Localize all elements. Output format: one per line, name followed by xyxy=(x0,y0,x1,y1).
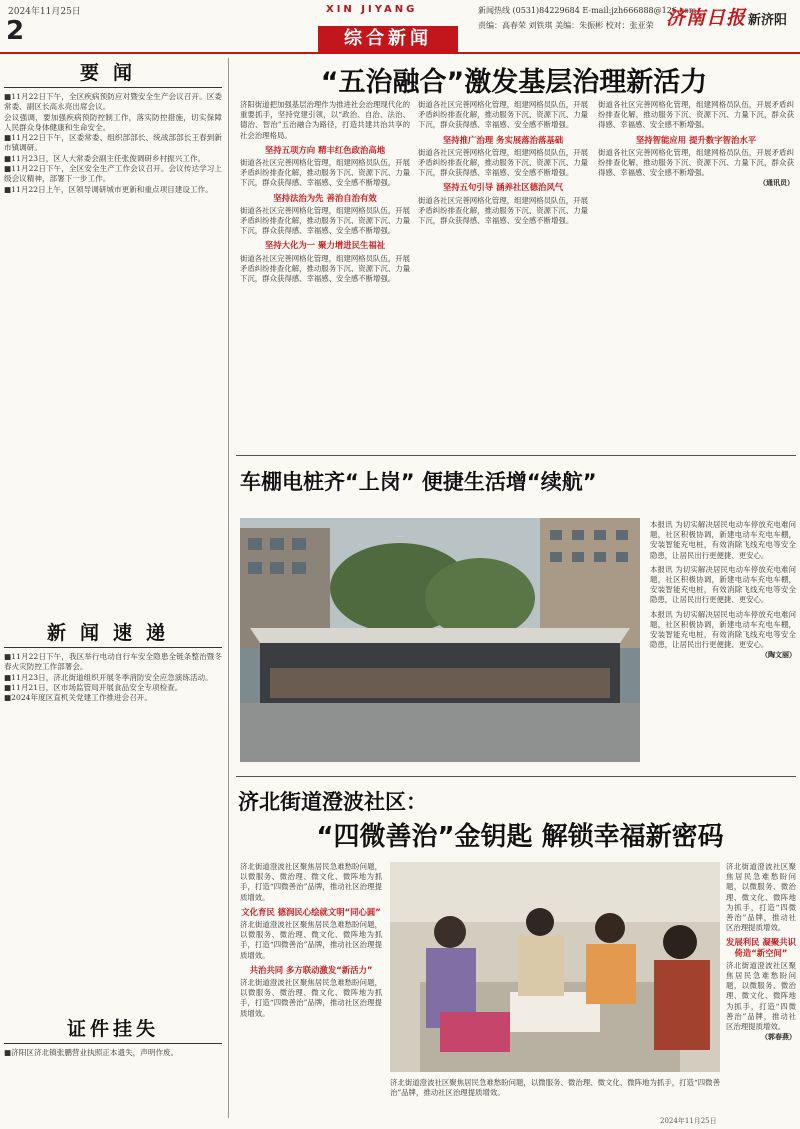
kuaixun-body xyxy=(4,652,222,1004)
article2-byline: （陶文丽） xyxy=(761,650,796,660)
article1-headline: “五治融合”激发基层治理新活力 xyxy=(320,67,708,98)
newspaper-logo xyxy=(666,3,794,29)
header-rule xyxy=(0,52,800,54)
kuaixun-paragraph: ■11月22日下午，我区举行电动自行车安全隐患全链条整治暨冬春火灾防控工作部署会。 xyxy=(4,652,222,672)
article1-body: 街道各社区完善网格化管理，组建网格员队伍，开展矛盾纠纷排查化解，推动服务下沉、资源下沉、力量下沉，群众获得感、幸福感、安全感不断增强。 xyxy=(598,100,794,130)
article2-text: 本报讯 为切实解决居民电动车停放充电难问题，社区积极协调，新建电动车充电车棚，安装智能充电桩，有效消除飞线充电等安全隐患，让居民出行更便捷、更安心。 xyxy=(650,564,796,605)
article2-body xyxy=(650,520,796,762)
issue-date: 2024年11月25日 xyxy=(8,7,81,17)
divider xyxy=(236,776,796,777)
article1-subhead: 坚持法治为先 善治自治有效 xyxy=(273,192,377,203)
article3-text: 济北街道澄波社区聚焦居民急难愁盼问题，以微服务、微治理、微文化、微阵地为抓手，打造“四微善治”品牌，推动社区治理提质增效。 xyxy=(240,920,382,960)
article3-headline: “四微善治”金钥匙 解锁幸福新密码 xyxy=(316,822,724,852)
yaowen-paragraph: ■11月22日下午，全区安全生产工作会议召开。会议传达学习上级会议精神，部署下一步工作。 xyxy=(4,164,222,184)
article2-text: 本报讯 为切实解决居民电动车停放充电难问题，社区积极协调，新建电动车充电车棚，安装智能充电桩，有效消除飞线充电等安全隐患，让居民出行更便捷、更安心。 xyxy=(650,609,796,650)
parking-shed-photo xyxy=(240,518,640,762)
article1-column-1 xyxy=(240,100,410,445)
article1-body: 街道各社区完善网格化管理，组建网格员队伍，开展矛盾纠纷排查化解，推动服务下沉、资源下沉、力量下沉，群众获得感、幸福感、安全感不断增强。 xyxy=(598,147,794,178)
kuaixun-title: 新闻速递 xyxy=(46,622,179,644)
article3-bottom-text xyxy=(390,1078,720,1118)
left-column xyxy=(4,58,222,1128)
article1-subhead: 坚持五项方向 精丰红色政治高地 xyxy=(264,144,386,155)
logo-main-text: 济南日报 xyxy=(666,7,747,29)
article1-column-3 xyxy=(598,100,794,445)
article3-subhead: 共治共同 多方联动激发“新活力” xyxy=(249,964,373,975)
yaowen-title: 要闻 xyxy=(79,62,146,84)
editor-credits: 责编：高春荣 刘铁琪 美编：朱振彬 校对：张亚荣 xyxy=(478,21,654,30)
article3-column-1 xyxy=(240,862,382,1118)
community-activity-photo xyxy=(390,862,720,1072)
article3-text: 济北街道澄波社区聚焦居民急难愁盼问题，以微服务、微治理、微文化、微阵地为抓手，打造“四微善治”品牌，推动社区治理提质增效。 xyxy=(240,862,382,902)
yaowen-paragraph: ■11月22日下午，全区疾病预防应对暨安全生产会议召开。区委常委、副区长高永亮出席会议。 xyxy=(4,92,222,112)
divider xyxy=(236,455,796,456)
article3-text: 济北街道澄波社区聚焦居民急难愁盼问题，以微服务、微治理、微文化、微阵地为抓手，打造“四微善治”品牌，推动社区治理提质增效。 xyxy=(390,1078,720,1098)
logo-sub-text: 新济阳 xyxy=(748,13,788,28)
zhengshu-body: ■济阳区济北镇张鹏营业执照正本遗失，声明作废。 xyxy=(4,1048,179,1057)
section-band: 综合新闻 xyxy=(318,26,458,52)
yaowen-paragraph: ■11月23日，区人大常委会副主任张俊调研乡村振兴工作。 xyxy=(4,153,206,163)
article1-body: 街道各社区完善网格化管理，组建网格员队伍，开展矛盾纠纷排查化解，推动服务下沉、资源下沉、力量下沉，群众获得感、幸福感、安全感不断增强。 xyxy=(240,205,410,236)
article1-body: 街道各社区完善网格化管理，组建网格员队伍，开展矛盾纠纷排查化解，推动服务下沉、资源下沉、力量下沉，群众获得感、幸福感、安全感不断增强。 xyxy=(240,253,410,284)
page-number: 2 xyxy=(6,16,25,46)
article1-body: 街道各社区完善网格化管理，组建网格员队伍，开展矛盾纠纷排查化解，推动服务下沉、资源下沉、力量下沉，群众获得感、幸福感、安全感不断增强。 xyxy=(418,147,588,178)
article3-subhead: 文化育民 德润民心绘就文明“同心圆” xyxy=(241,906,381,917)
kuaixun-paragraph: ■11月23日，济北街道组织开展冬季消防安全应急演练活动。 xyxy=(4,672,213,682)
article3-text: 济北街道澄波社区聚焦居民急难愁盼问题，以微服务、微治理、微文化、微阵地为抓手，打造“四微善治”品牌，推动社区治理提质增效。 xyxy=(240,978,382,1018)
zhengshu-title: 证件挂失 xyxy=(66,1018,159,1040)
article1-intro: 济阳街道把加强基层治理作为推进社会治理现代化的重要抓手，坚持党建引领，以“政治、自治、法治、德治、智治”五治融合为路径，打造共建共治共享的社会治理格局。 xyxy=(240,100,410,140)
article3-column-3 xyxy=(726,862,796,1118)
yaowen-body xyxy=(4,92,222,610)
parking-shed-illustration xyxy=(240,518,640,762)
article1-subhead: 坚持智能应用 提升数字智治水平 xyxy=(635,134,757,145)
article3-kicker: 济北街道澄波社区： xyxy=(238,789,427,814)
article1-subhead: 坚持推广治理 务实展落治落基础 xyxy=(442,134,564,145)
divider xyxy=(4,647,222,648)
article3-text: 济北街道澄波社区聚焦居民急难愁盼问题，以微服务、微治理、微文化、微阵地为抓手，打造“四微善治”品牌，推动社区治理提质增效。 xyxy=(726,960,796,1032)
article1-body: 街道各社区完善网格化管理，组建网格员队伍，开展矛盾纠纷排查化解，推动服务下沉、资源下沉、力量下沉，群众获得感、幸福感、安全感不断增强。 xyxy=(418,100,588,130)
article1-body: 街道各社区完善网格化管理，组建网格员队伍，开展矛盾纠纷排查化解，推动服务下沉、资源下沉、力量下沉，群众获得感、幸福感、安全感不断增强。 xyxy=(418,195,588,226)
footer-date: 2024年11月25日 xyxy=(660,1117,717,1125)
kuaixun-paragraph: ■11月21日，区市场监管局开展食品安全专项检查。 xyxy=(4,682,183,692)
community-activity-illustration xyxy=(390,862,720,1072)
column-separator xyxy=(228,58,229,1118)
article2-text: 本报讯 为切实解决居民电动车停放充电难问题，社区积极协调，新建电动车充电车棚，安装智能充电桩，有效消除飞线充电等安全隐患，让居民出行更便捷、更安心。 xyxy=(650,520,796,560)
yaowen-paragraph: ■11月22日上午，区领导调研城市更新和重点项目建设工作。 xyxy=(4,184,213,194)
divider xyxy=(4,1043,222,1044)
article3-text: 济北街道澄波社区聚焦居民急难愁盼问题，以微服务、微治理、微文化、微阵地为抓手，打造“四微善治”品牌，推动社区治理提质增效。 xyxy=(726,862,796,933)
yaowen-paragraph: 会议强调，要加强疾病预防控制工作，落实防控措施，切实保障人民群众身体健康和生命安全。 xyxy=(4,112,222,132)
divider xyxy=(4,87,222,88)
kuaixun-paragraph: ■2024年度区直机关党建工作推进会召开。 xyxy=(4,693,152,703)
yaowen-paragraph: ■11月22日下午，区委常委、组织部部长、统战部部长王春到新市镇调研。 xyxy=(4,133,222,153)
article3-subhead: 发展利民 凝聚共识倚造“新空间” xyxy=(726,937,796,958)
article1-byline: （通讯员） xyxy=(759,178,794,188)
pinyin-title: XIN JIYANG xyxy=(326,4,418,15)
article3-byline: （郭春燕） xyxy=(761,1032,796,1042)
article1-subhead: 坚持大化为一 聚力增进民生福祉 xyxy=(264,240,386,251)
news-hotline: 新闻热线 (0531)84229684 E-mail:jzh666888@126.com xyxy=(478,6,697,15)
article2-headline: 车棚电桩齐“上岗” 便捷生活增“续航” xyxy=(240,470,597,494)
article1-column-2 xyxy=(418,100,588,445)
article1-subhead: 坚持五句引导 涵养社区德治风气 xyxy=(442,182,564,193)
article1-body: 街道各社区完善网格化管理，组建网格员队伍，开展矛盾纠纷排查化解，推动服务下沉、资源下沉、力量下沉，群众获得感、幸福感、安全感不断增强。 xyxy=(240,158,410,188)
